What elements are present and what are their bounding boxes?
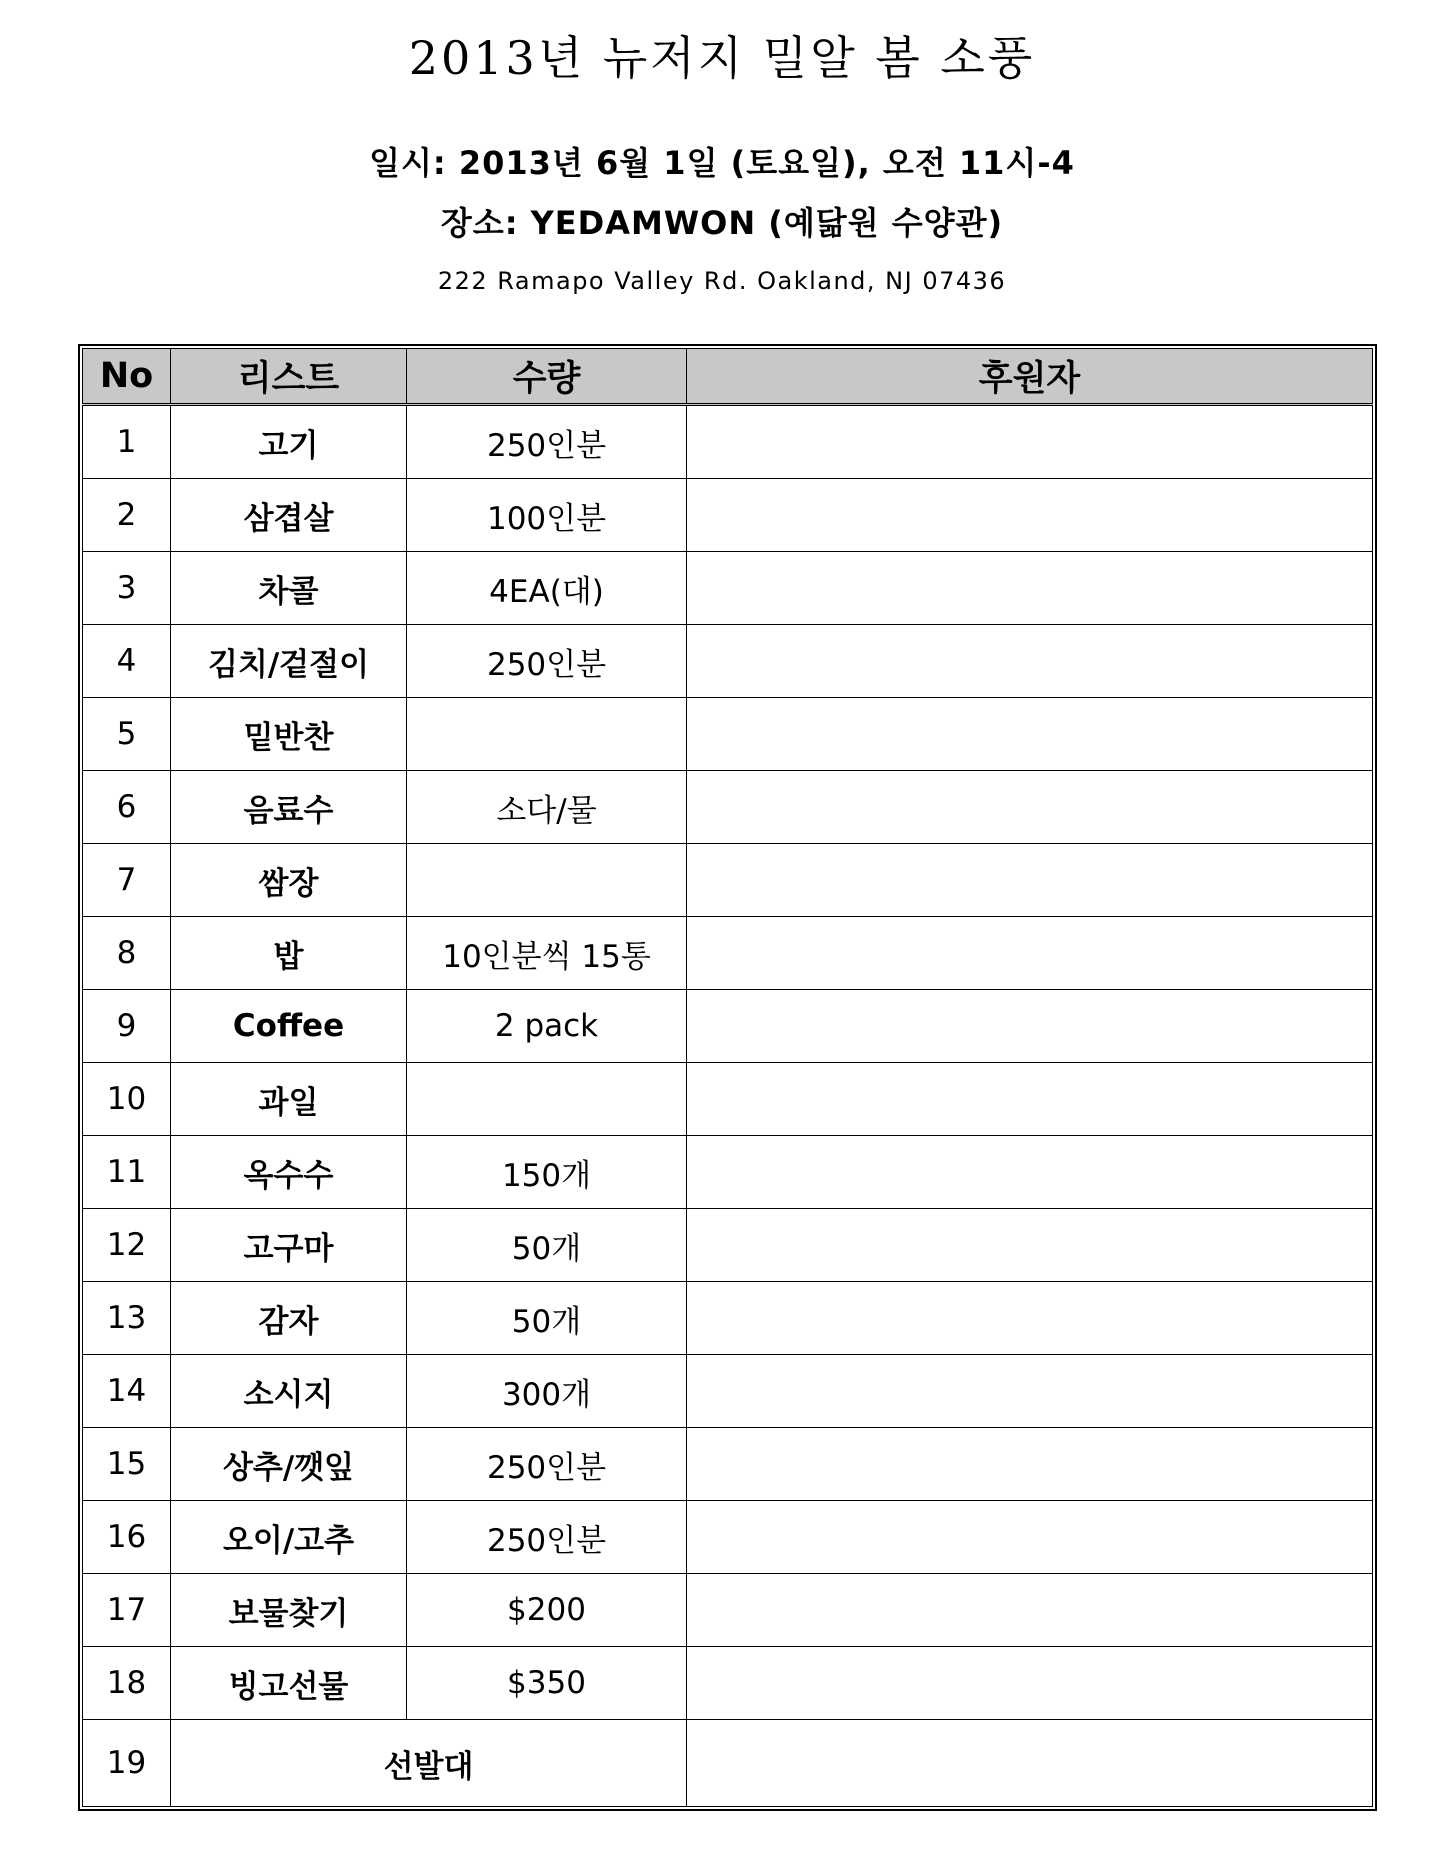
- row-sponsor: [687, 844, 1373, 917]
- table-row: [83, 1209, 1373, 1282]
- row-sponsor: [687, 405, 1373, 479]
- table-row: [83, 917, 1373, 990]
- row-quantity: 50개: [407, 1282, 687, 1355]
- table-row: [83, 625, 1373, 698]
- row-sponsor: [687, 552, 1373, 625]
- table-row: [83, 1063, 1373, 1136]
- row-number: 3: [83, 552, 171, 625]
- row-item: 고구마: [171, 1209, 407, 1282]
- header-sponsor: 후원자: [687, 349, 1373, 405]
- row-sponsor: [687, 1355, 1373, 1428]
- row-sponsor: [687, 1574, 1373, 1647]
- row-number: 12: [83, 1209, 171, 1282]
- row-sponsor: [687, 625, 1373, 698]
- row-item: Coffee: [171, 990, 407, 1063]
- row-sponsor: [687, 1063, 1373, 1136]
- row-item: 밥: [171, 917, 407, 990]
- row-sponsor: [687, 1209, 1373, 1282]
- row-item: 차콜: [171, 552, 407, 625]
- row-item: 소시지: [171, 1355, 407, 1428]
- table-row: [83, 1501, 1373, 1574]
- row-sponsor: [687, 1428, 1373, 1501]
- row-number: 15: [83, 1428, 171, 1501]
- table-row-last: [83, 1720, 1373, 1807]
- row-sponsor: [687, 1501, 1373, 1574]
- row-item: 쌈장: [171, 844, 407, 917]
- table-header-row: [83, 349, 1373, 405]
- row-number: 7: [83, 844, 171, 917]
- row-quantity: [407, 844, 687, 917]
- table-row: [83, 771, 1373, 844]
- row-item: 음료수: [171, 771, 407, 844]
- row-number: 16: [83, 1501, 171, 1574]
- row-item: 고기: [171, 405, 407, 479]
- row-number: 6: [83, 771, 171, 844]
- row-quantity: $200: [407, 1574, 687, 1647]
- row-number: 4: [83, 625, 171, 698]
- row-number: 19: [83, 1720, 171, 1807]
- row-quantity: 300개: [407, 1355, 687, 1428]
- table-row: [83, 1428, 1373, 1501]
- table-row: [83, 479, 1373, 552]
- event-place: 장소: YEDAMWON (예닮원 수양관): [440, 204, 1004, 242]
- row-number: 9: [83, 990, 171, 1063]
- row-quantity: 150개: [407, 1136, 687, 1209]
- table-row: [83, 552, 1373, 625]
- row-quantity: 250인분: [407, 1428, 687, 1501]
- row-number: 8: [83, 917, 171, 990]
- row-number: 18: [83, 1647, 171, 1720]
- row-number: 2: [83, 479, 171, 552]
- row-item: 과일: [171, 1063, 407, 1136]
- document-title: 2013년 뉴저지 밀알 봄 소풍: [408, 31, 1036, 85]
- row-quantity: $350: [407, 1647, 687, 1720]
- row-item: 오이/고추: [171, 1501, 407, 1574]
- row-sponsor: [687, 917, 1373, 990]
- event-address: 222 Ramapo Valley Rd. Oakland, NJ 07436: [437, 267, 1007, 295]
- row-number: 17: [83, 1574, 171, 1647]
- row-sponsor: [687, 1282, 1373, 1355]
- row-item-merged: 선발대: [171, 1720, 687, 1807]
- header-item: 리스트: [171, 349, 407, 405]
- row-sponsor: [687, 479, 1373, 552]
- row-sponsor: [687, 1136, 1373, 1209]
- row-quantity: 250인분: [407, 405, 687, 479]
- row-sponsor: [687, 1720, 1373, 1807]
- event-date: 일시: 2013년 6월 1일 (토요일), 오전 11시-4: [369, 144, 1075, 182]
- row-number: 5: [83, 698, 171, 771]
- row-quantity: 250인분: [407, 1501, 687, 1574]
- row-quantity: 100인분: [407, 479, 687, 552]
- row-item: 옥수수: [171, 1136, 407, 1209]
- table-row: [83, 844, 1373, 917]
- row-number: 14: [83, 1355, 171, 1428]
- row-item: 빙고선물: [171, 1647, 407, 1720]
- row-number: 11: [83, 1136, 171, 1209]
- row-item: 상추/깻잎: [171, 1428, 407, 1501]
- row-sponsor: [687, 698, 1373, 771]
- row-quantity: 250인분: [407, 625, 687, 698]
- row-quantity: [407, 698, 687, 771]
- row-quantity: 소다/물: [407, 771, 687, 844]
- row-item: 보물찾기: [171, 1574, 407, 1647]
- row-sponsor: [687, 990, 1373, 1063]
- row-item: 감자: [171, 1282, 407, 1355]
- table-row: [83, 1355, 1373, 1428]
- row-quantity: 4EA(대): [407, 552, 687, 625]
- row-number: 13: [83, 1282, 171, 1355]
- row-item: 삼겹살: [171, 479, 407, 552]
- row-item: 김치/겉절이: [171, 625, 407, 698]
- table-row: [83, 1574, 1373, 1647]
- row-quantity: 50개: [407, 1209, 687, 1282]
- table-row: [83, 1647, 1373, 1720]
- row-number: 10: [83, 1063, 171, 1136]
- table-row: [83, 1136, 1373, 1209]
- row-item: 밑반찬: [171, 698, 407, 771]
- header-quantity: 수량: [407, 349, 687, 405]
- table-row: [83, 698, 1373, 771]
- row-quantity: 2 pack: [407, 990, 687, 1063]
- row-sponsor: [687, 771, 1373, 844]
- table-body: [83, 405, 1373, 1807]
- header-no: No: [83, 349, 171, 405]
- row-number: 1: [83, 405, 171, 479]
- table-row: [83, 990, 1373, 1063]
- supply-table: [82, 348, 1373, 1807]
- row-quantity: [407, 1063, 687, 1136]
- row-quantity: 10인분씩 15통: [407, 917, 687, 990]
- table-row: [83, 405, 1373, 479]
- table-row: [83, 1282, 1373, 1355]
- row-sponsor: [687, 1647, 1373, 1720]
